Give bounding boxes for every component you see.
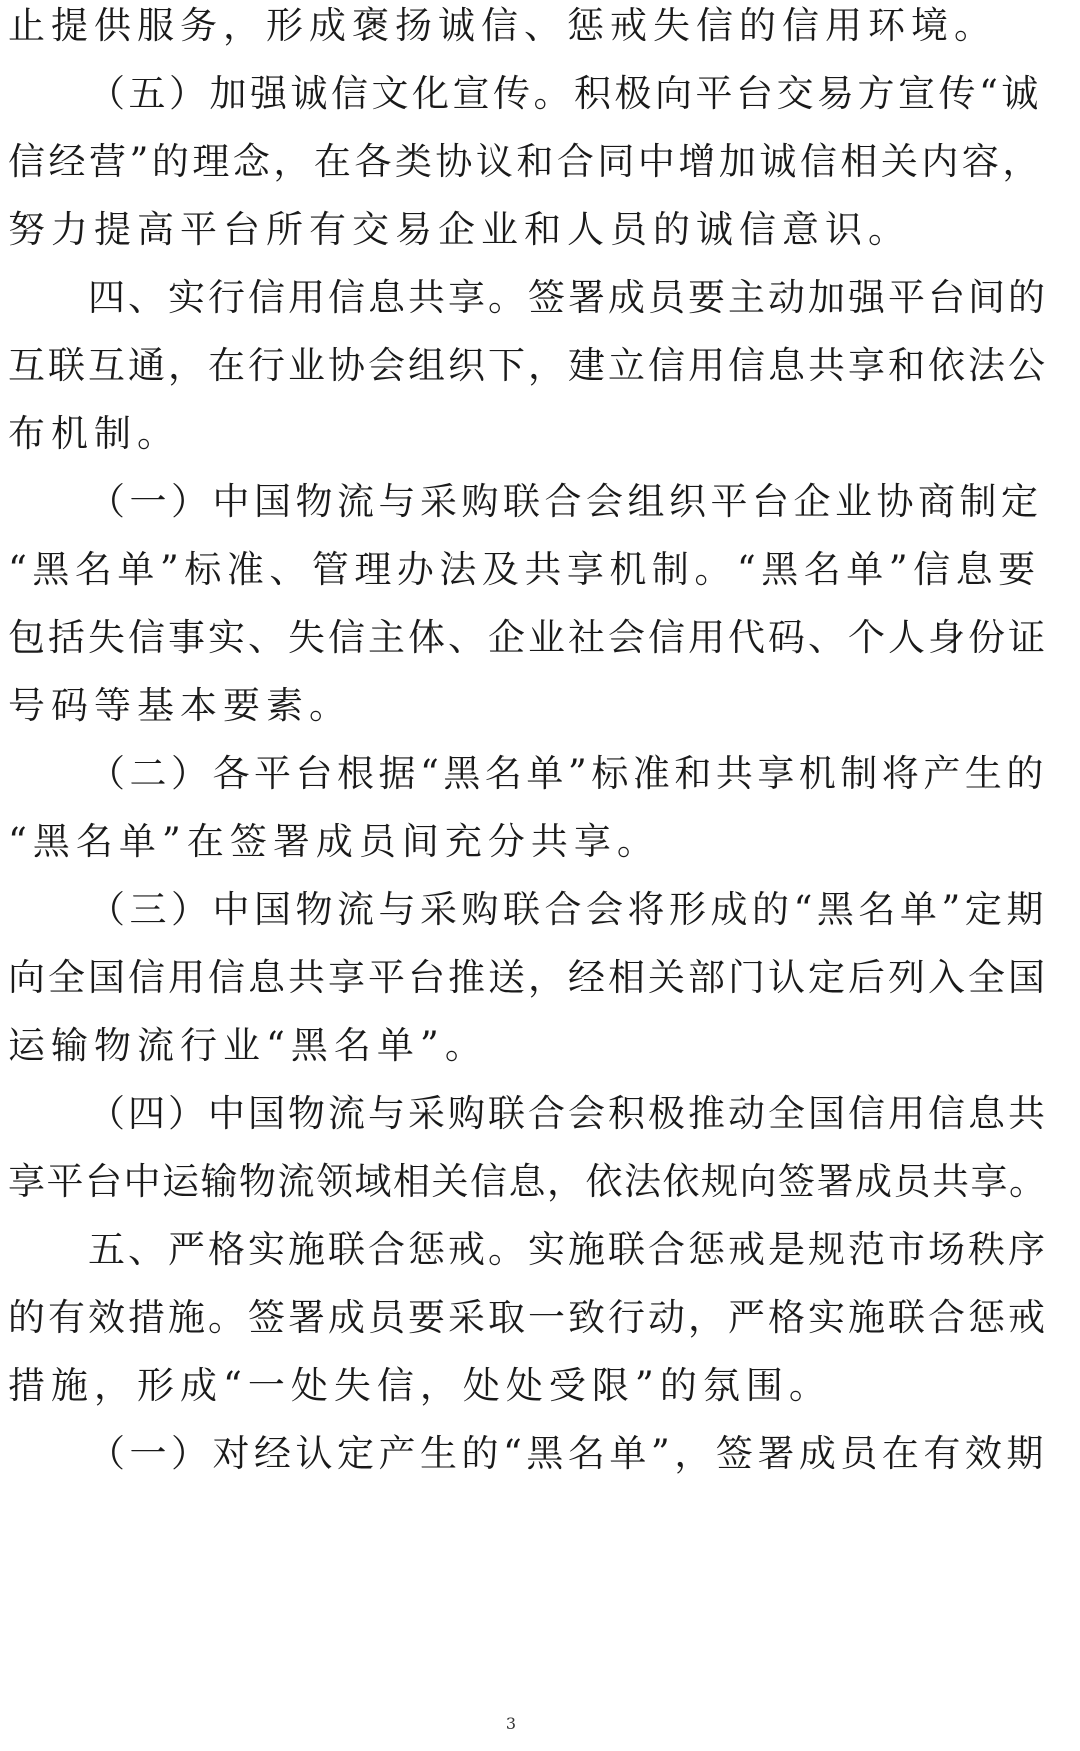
text-line: 措施，形成“一处失信，处处受限”的氛围。 [8, 1364, 832, 1407]
text-line: 运输物流行业“黑名单”。 [8, 1024, 488, 1067]
page-number: 3 [505, 1714, 517, 1733]
text-line: 五、严格实施联合惩戒。实施联合惩戒是规范市场秩序 [88, 1228, 1048, 1271]
text-line: （五）加强诚信文化宣传。积极向平台交易方宣传“诚 [88, 72, 1042, 115]
text-line: （三）中国物流与采购联合会将形成的“黑名单”定期 [88, 888, 1048, 931]
text-line: 包括失信事实、失信主体、企业社会信用代码、个人身份证 [8, 616, 1048, 659]
text-line: 止提供服务，形成褒扬诚信、惩戒失信的信用环境。 [8, 4, 997, 47]
text-line: “黑名单”在签署成员间充分共享。 [8, 820, 660, 863]
text-line: 的有效措施。签署成员要采取一致行动，严格实施联合惩戒 [8, 1296, 1048, 1339]
text-line: 号码等基本要素。 [8, 684, 352, 727]
text-line: （一）对经认定产生的“黑名单”，签署成员在有效期 [88, 1432, 1048, 1475]
text-line: 互联互通，在行业协会组织下，建立信用信息共享和依法公 [8, 344, 1048, 387]
text-line: 享平台中运输物流领域相关信息，依法依规向签署成员共享。 [8, 1160, 1048, 1203]
text-line: 信经营”的理念，在各类协议和合同中增加诚信相关内容， [8, 140, 1043, 183]
text-line: 布机制。 [8, 412, 180, 455]
text-line: 四、实行信用信息共享。签署成员要主动加强平台间的 [88, 276, 1048, 319]
text-line: 向全国信用信息共享平台推送，经相关部门认定后列入全国 [8, 956, 1048, 999]
text-line: （二）各平台根据“黑名单”标准和共享机制将产生的 [88, 752, 1048, 795]
text-line: （四）中国物流与采购联合会积极推动全国信用信息共 [88, 1092, 1048, 1135]
text-line: 努力提高平台所有交易企业和人员的诚信意识。 [8, 208, 911, 251]
text-line: （一）中国物流与采购联合会组织平台企业协商制定 [88, 480, 1043, 523]
text-line: “黑名单”标准、管理办法及共享机制。“黑名单”信息要 [8, 548, 1041, 591]
